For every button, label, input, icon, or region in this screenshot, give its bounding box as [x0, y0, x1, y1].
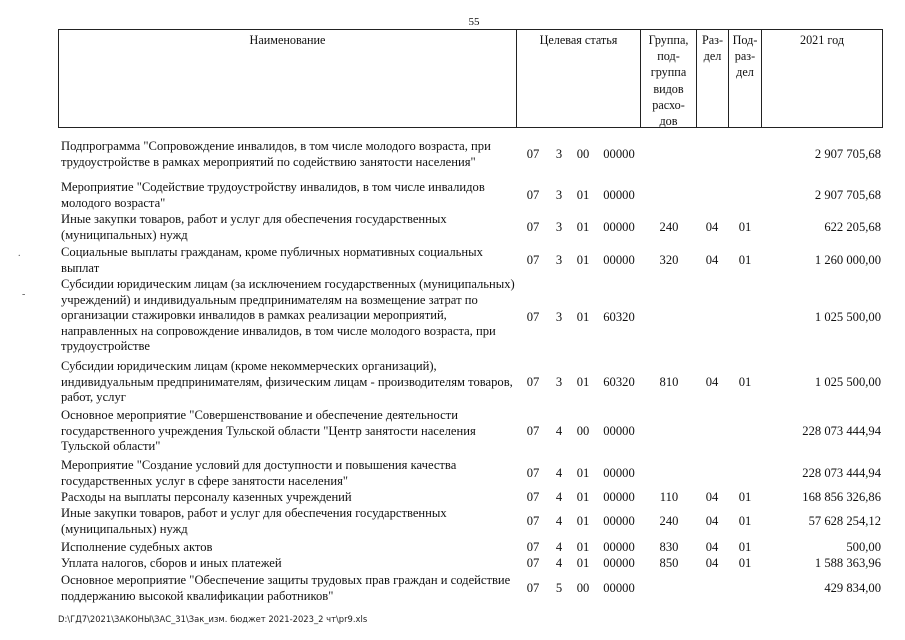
row-name: Основное мероприятие "Совершенствование и обеспечение деятельности государственного учреждения Тульской области "Центр занятости населения Тульской области" — [61, 408, 476, 453]
row-name: Субсидии юридическим лицам (кроме некоммерческих организаций), индивидуальным предпринимателям, физическим лицам - производителям товаров, работ, услуг — [61, 359, 513, 404]
row-event-code: 01 — [576, 540, 590, 554]
row-direction-code: 00000 — [603, 147, 635, 161]
row-subsection: 01 — [738, 540, 752, 554]
row-name: Мероприятие "Содействие трудоустройству инвалидов, в том числе инвалидов молодого возраста" — [61, 180, 485, 210]
row-event-code: 01 — [576, 310, 590, 324]
row-event-code: 01 — [576, 220, 590, 234]
row-subprogram-code: 3 — [555, 375, 563, 389]
row-name: Мероприятие "Создание условий для доступности и повышения качества государственных услуг в сфере занятости населения" — [61, 458, 457, 488]
table-row — [58, 359, 883, 406]
row-event-code: 01 — [576, 466, 590, 480]
row-event-code: 01 — [576, 490, 590, 504]
margin-dash: - — [22, 289, 26, 300]
row-amount-2021: 500,00 — [846, 540, 881, 554]
header-year-2021: 2021 год — [799, 33, 845, 47]
table-row — [58, 556, 883, 572]
row-direction-code: 00000 — [603, 514, 635, 528]
row-program-code: 07 — [526, 253, 540, 267]
row-name: Социальные выплаты гражданам, кроме публичных нормативных социальных выплат — [61, 245, 483, 275]
row-direction-code: 60320 — [603, 375, 635, 389]
row-event-code: 00 — [576, 147, 590, 161]
row-program-code: 07 — [526, 147, 540, 161]
row-subprogram-code: 3 — [555, 310, 563, 324]
header-section: Раз- дел — [697, 30, 729, 127]
table-header — [58, 29, 883, 128]
row-subprogram-code: 4 — [555, 514, 563, 528]
table-row — [58, 212, 883, 243]
row-direction-code: 60320 — [603, 310, 635, 324]
row-amount-2021: 429 834,00 — [824, 581, 881, 595]
row-section: 04 — [705, 556, 719, 570]
row-subsection: 01 — [738, 514, 752, 528]
row-expense-group: 240 — [659, 514, 679, 528]
row-direction-code: 00000 — [603, 581, 635, 595]
table-row — [58, 458, 883, 489]
row-program-code: 07 — [526, 490, 540, 504]
row-expense-group: 240 — [659, 220, 679, 234]
row-expense-group: 810 — [659, 375, 679, 389]
header-target-article: Целевая статья — [517, 30, 641, 127]
row-program-code: 07 — [526, 466, 540, 480]
row-event-code: 00 — [576, 424, 590, 438]
row-name: Иные закупки товаров, работ и услуг для обеспечения государственных (муниципальных) нужд — [61, 506, 447, 536]
row-amount-2021: 2 907 705,68 — [814, 147, 881, 161]
row-name: Основное мероприятие "Обеспечение защиты трудовых прав граждан и содействие поддержанию высокой квалификации работников" — [61, 573, 511, 603]
row-program-code: 07 — [526, 188, 540, 202]
row-amount-2021: 1 025 500,00 — [814, 375, 881, 389]
row-program-code: 07 — [526, 220, 540, 234]
row-program-code: 07 — [526, 375, 540, 389]
row-event-code: 01 — [576, 188, 590, 202]
row-amount-2021: 622 205,68 — [824, 220, 881, 234]
table-row — [58, 540, 883, 556]
row-direction-code: 00000 — [603, 424, 635, 438]
row-event-code: 01 — [576, 556, 590, 570]
row-subprogram-code: 4 — [555, 424, 563, 438]
row-subsection: 01 — [738, 556, 752, 570]
row-section: 04 — [705, 490, 719, 504]
row-direction-code: 00000 — [603, 220, 635, 234]
row-direction-code: 00000 — [603, 188, 635, 202]
row-subprogram-code: 4 — [555, 540, 563, 554]
row-subprogram-code: 3 — [555, 147, 563, 161]
row-section: 04 — [705, 514, 719, 528]
row-name: Уплата налогов, сборов и иных платежей — [61, 556, 282, 570]
row-section: 04 — [705, 220, 719, 234]
table-row — [58, 139, 883, 170]
margin-dot: . — [18, 248, 21, 259]
row-direction-code: 00000 — [603, 490, 635, 504]
row-direction-code: 00000 — [603, 466, 635, 480]
header-expense-group: Группа, под- группа видов расхо- дов — [641, 30, 697, 127]
row-expense-group: 110 — [659, 490, 679, 504]
row-amount-2021: 1 588 363,96 — [814, 556, 881, 570]
row-name: Субсидии юридическим лицам (за исключением государственных (муниципальных) учреждений) и индивидуальным предпринимателям на возмещение затрат по организации стажировки инвалидов в рамках реализации мероприятий, направленных на сопровождение инвалидов, в том числе молодого возраста, при трудоустройстве — [61, 277, 515, 353]
row-event-code: 01 — [576, 253, 590, 267]
row-subsection: 01 — [738, 220, 752, 234]
table-row — [58, 245, 883, 276]
row-subprogram-code: 4 — [555, 556, 563, 570]
file-path-footer: D:\ГД7\2021\ЗАКОНЫ\ЗАС_31\Зак_изм. бюджет 2021-2023_2 чт\pr9.xls — [58, 614, 368, 624]
row-name: Расходы на выплаты персоналу казенных учреждений — [61, 490, 352, 504]
table-row — [58, 180, 883, 211]
row-event-code: 00 — [576, 581, 590, 595]
row-subsection: 01 — [738, 253, 752, 267]
table-row — [58, 573, 883, 604]
row-program-code: 07 — [526, 310, 540, 324]
row-amount-2021: 1 260 000,00 — [814, 253, 881, 267]
row-expense-group: 830 — [659, 540, 679, 554]
row-direction-code: 00000 — [603, 540, 635, 554]
row-subprogram-code: 5 — [555, 581, 563, 595]
page-number: 55 — [468, 16, 480, 28]
row-expense-group: 850 — [659, 556, 679, 570]
row-subsection: 01 — [738, 375, 752, 389]
row-subprogram-code: 3 — [555, 253, 563, 267]
row-direction-code: 00000 — [603, 556, 635, 570]
row-section: 04 — [705, 540, 719, 554]
table-row — [58, 277, 883, 355]
row-amount-2021: 228 073 444,94 — [802, 466, 881, 480]
row-amount-2021: 168 856 326,86 — [802, 490, 881, 504]
row-subsection: 01 — [738, 490, 752, 504]
row-event-code: 01 — [576, 375, 590, 389]
row-subprogram-code: 4 — [555, 466, 563, 480]
row-program-code: 07 — [526, 424, 540, 438]
row-program-code: 07 — [526, 556, 540, 570]
row-amount-2021: 2 907 705,68 — [814, 188, 881, 202]
table-row — [58, 490, 883, 506]
row-subprogram-code: 4 — [555, 490, 563, 504]
table-row — [58, 408, 883, 455]
row-event-code: 01 — [576, 514, 590, 528]
row-subprogram-code: 3 — [555, 220, 563, 234]
row-amount-2021: 228 073 444,94 — [802, 424, 881, 438]
row-name: Исполнение судебных актов — [61, 540, 213, 554]
row-section: 04 — [705, 253, 719, 267]
header-subsection: Под- раз- дел — [729, 30, 762, 127]
row-direction-code: 00000 — [603, 253, 635, 267]
row-section: 04 — [705, 375, 719, 389]
row-program-code: 07 — [526, 514, 540, 528]
row-program-code: 07 — [526, 540, 540, 554]
row-expense-group: 320 — [659, 253, 679, 267]
header-name: Наименование — [59, 30, 517, 127]
row-amount-2021: 1 025 500,00 — [814, 310, 881, 324]
row-subprogram-code: 3 — [555, 188, 563, 202]
row-name: Подпрограмма "Сопровождение инвалидов, в том числе молодого возраста, при трудоустройстве в рамках мероприятий по содействию занятости населения" — [61, 139, 491, 169]
table-row — [58, 506, 883, 537]
row-name: Иные закупки товаров, работ и услуг для обеспечения государственных (муниципальных) нужд — [61, 212, 447, 242]
row-program-code: 07 — [526, 581, 540, 595]
row-amount-2021: 57 628 254,12 — [808, 514, 881, 528]
